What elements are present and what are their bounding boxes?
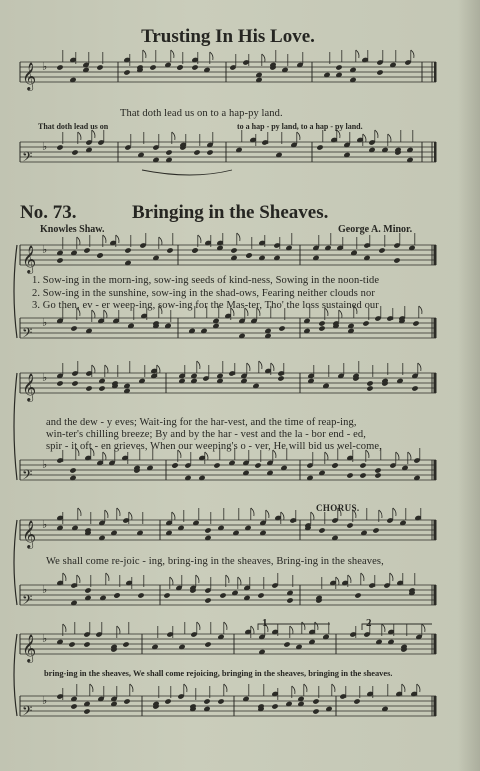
note-head xyxy=(372,527,379,533)
note-head xyxy=(165,149,172,155)
chorus-label: CHORUS. xyxy=(316,503,360,513)
note-flag xyxy=(379,510,382,518)
final-bar xyxy=(434,634,437,654)
flat-icon: ♭ xyxy=(42,632,48,645)
final-bar xyxy=(434,62,437,82)
note-flag xyxy=(205,452,208,460)
note-flag xyxy=(143,50,146,58)
note-head xyxy=(164,698,171,704)
note-head xyxy=(113,592,120,598)
note-head xyxy=(166,247,173,253)
note-flag xyxy=(171,50,174,58)
note-head xyxy=(335,64,342,70)
note-flag xyxy=(196,575,199,583)
system-brace xyxy=(14,245,17,338)
verse-line: win-ter's chilling breeze; By and by the har - vest and the la - bor end - ed, xyxy=(46,429,366,440)
note-flag xyxy=(396,452,399,460)
flat-icon: ♭ xyxy=(42,694,48,707)
final-bar xyxy=(434,373,437,393)
note-flag xyxy=(418,363,421,371)
note-head xyxy=(359,462,366,468)
treble-clef-icon: 𝄞 xyxy=(22,245,37,273)
note-flag xyxy=(262,54,265,62)
final-bar xyxy=(434,318,437,338)
note-head xyxy=(191,247,198,253)
note-flag xyxy=(332,684,335,692)
flat-icon: ♭ xyxy=(42,316,48,329)
note-flag xyxy=(292,686,295,694)
author-credit: Knowles Shaw. xyxy=(40,224,105,235)
note-head xyxy=(124,247,131,253)
note-head xyxy=(137,592,144,598)
note-flag xyxy=(422,624,425,632)
note-flag xyxy=(78,508,81,516)
note-head xyxy=(171,462,178,468)
note-head xyxy=(56,257,63,263)
system-brace xyxy=(14,373,17,480)
note-head xyxy=(257,592,264,598)
note-flag xyxy=(393,508,396,516)
note-flag xyxy=(90,684,93,692)
note-head xyxy=(283,641,290,647)
note-head xyxy=(312,708,319,714)
note-head xyxy=(123,698,130,704)
note-head xyxy=(318,320,325,326)
note-head xyxy=(122,641,129,647)
note-flag xyxy=(77,237,80,245)
note-flag xyxy=(103,235,106,243)
note-flag xyxy=(382,624,385,632)
note-head xyxy=(84,587,91,593)
note-head xyxy=(96,252,103,258)
note-flag xyxy=(259,361,262,369)
note-head xyxy=(219,592,226,598)
note-flag xyxy=(238,577,241,585)
note-head xyxy=(316,144,323,150)
note-head xyxy=(163,592,170,598)
note-flag xyxy=(184,684,187,692)
note-head xyxy=(204,527,211,533)
note-flag xyxy=(247,363,250,371)
note-flag xyxy=(356,50,359,58)
note-head xyxy=(70,703,77,709)
note-flag xyxy=(290,626,293,634)
note-head xyxy=(230,247,237,253)
note-head xyxy=(213,462,220,468)
tie-arc xyxy=(142,170,232,175)
note-head xyxy=(69,467,76,473)
note-flag xyxy=(170,577,173,585)
note-head xyxy=(312,698,319,704)
ending-bracket xyxy=(258,624,330,630)
note-head xyxy=(56,64,63,70)
note-flag xyxy=(339,310,342,318)
note-head xyxy=(318,325,325,331)
note-flag xyxy=(159,237,162,245)
flat-icon: ♭ xyxy=(42,60,48,73)
final-bar xyxy=(434,520,437,540)
note-flag xyxy=(197,622,200,630)
system-brace xyxy=(14,520,17,605)
note-head xyxy=(374,472,381,478)
bass-clef-icon: 𝄢 xyxy=(22,149,33,168)
lyric-line: That doth lead us on xyxy=(38,122,109,131)
note-head xyxy=(56,380,63,386)
ending-mark: 1 xyxy=(262,617,268,629)
note-head xyxy=(366,380,373,386)
note-flag xyxy=(224,684,227,692)
note-head xyxy=(68,641,75,647)
chorus-lyric: We shall come re-joic - ing, bring-ing in the sheaves, Bring-ing in the sheaves, xyxy=(46,556,384,567)
note-flag xyxy=(348,575,351,583)
note-flag xyxy=(237,233,240,241)
note-flag xyxy=(103,452,106,460)
treble-clef-icon: 𝄞 xyxy=(22,62,37,90)
note-head xyxy=(286,597,293,603)
note-flag xyxy=(106,573,109,581)
lyric-line: That doth lead us on to a hap-py land. xyxy=(120,108,283,119)
note-flag xyxy=(363,134,366,142)
verse-line: spir - it oft - en grieves, When our weeping's o - ver, He will bid us wel-come, xyxy=(46,441,382,452)
note-flag xyxy=(105,365,108,373)
note-flag xyxy=(129,512,132,520)
note-head xyxy=(149,64,156,70)
note-head xyxy=(374,467,381,473)
note-head xyxy=(331,462,338,468)
note-flag xyxy=(63,573,66,581)
composer-credit: George A. Minor. xyxy=(338,224,413,235)
system-brace xyxy=(14,634,17,716)
note-flag xyxy=(315,622,318,630)
note-head xyxy=(204,597,211,603)
bass-clef-icon: 𝄢 xyxy=(22,592,33,611)
hymn-number: No. 73. xyxy=(20,202,77,223)
chorus-lyric: bring-ing in the sheaves, We shall come rejoicing, bringing in the sheaves, bringing in the sheaves. xyxy=(44,669,393,678)
note-flag xyxy=(266,510,269,518)
note-flag xyxy=(172,132,175,140)
lyric-line: to a hap - py land, to a hap - py land. xyxy=(237,122,363,131)
note-head xyxy=(206,149,213,155)
note-flag xyxy=(271,363,274,371)
note-head xyxy=(245,252,252,258)
verse-line: 3. Go then, ev - er weep-ing, sow-ing for the Mas-ter, Tho' the loss sustained our xyxy=(32,300,379,311)
note-flag xyxy=(77,575,80,583)
ending-mark: 2 xyxy=(366,617,372,629)
note-flag xyxy=(390,573,393,581)
note-flag xyxy=(117,626,120,634)
note-flag xyxy=(198,235,201,243)
flat-icon: ♭ xyxy=(42,583,48,596)
note-head xyxy=(98,385,105,391)
treble-clef-icon: 𝄞 xyxy=(22,520,37,548)
note-head xyxy=(191,64,198,70)
note-head xyxy=(193,149,200,155)
note-head xyxy=(378,247,385,253)
note-flag xyxy=(388,134,391,142)
final-bar xyxy=(434,460,437,480)
note-flag xyxy=(337,130,340,138)
note-head xyxy=(203,698,210,704)
note-head xyxy=(71,149,78,155)
note-flag xyxy=(419,306,422,314)
section-title: Trusting In His Love. xyxy=(141,26,315,47)
note-head xyxy=(376,69,383,75)
note-flag xyxy=(281,512,284,520)
note-head xyxy=(346,472,353,478)
note-flag xyxy=(408,452,411,460)
note-head xyxy=(176,64,183,70)
note-flag xyxy=(251,626,254,634)
note-flag xyxy=(130,684,133,692)
treble-clef-icon: 𝄞 xyxy=(22,634,37,662)
note-head xyxy=(204,641,211,647)
note-flag xyxy=(302,622,305,630)
note-head xyxy=(123,69,130,75)
treble-clef-icon: 𝄞 xyxy=(22,373,37,401)
note-flag xyxy=(402,684,405,692)
flat-icon: ♭ xyxy=(42,140,48,153)
note-head xyxy=(83,641,90,647)
note-flag xyxy=(78,132,81,140)
hymn-title: Bringing in the Sheaves. xyxy=(132,202,329,223)
note-flag xyxy=(297,132,300,140)
note-head xyxy=(56,144,63,150)
note-head xyxy=(353,698,360,704)
note-flag xyxy=(417,684,420,692)
note-flag xyxy=(172,512,175,520)
note-flag xyxy=(210,52,213,60)
note-flag xyxy=(92,130,95,138)
note-flag xyxy=(105,510,108,518)
note-head xyxy=(354,592,361,598)
note-head xyxy=(318,527,325,533)
bass-clef-icon: 𝄢 xyxy=(22,703,33,722)
note-flag xyxy=(224,622,227,630)
flat-icon: ♭ xyxy=(42,371,48,384)
note-head xyxy=(359,472,366,478)
flat-icon: ♭ xyxy=(42,243,48,256)
final-bar xyxy=(434,585,437,605)
note-flag xyxy=(92,310,95,318)
note-flag xyxy=(92,365,95,373)
bass-clef-icon: 𝄢 xyxy=(22,467,33,486)
flat-icon: ♭ xyxy=(42,518,48,531)
bass-clef-icon: 𝄢 xyxy=(22,325,33,344)
note-head xyxy=(217,698,224,704)
verse-line: and the dew - y eves; Wait-ing for the har-vest, and the time of reap-ing, xyxy=(46,417,357,428)
note-flag xyxy=(325,452,328,460)
note-flag xyxy=(375,130,378,138)
note-flag xyxy=(311,512,314,520)
note-head xyxy=(271,703,278,709)
note-flag xyxy=(361,573,364,581)
note-head xyxy=(346,522,353,528)
note-head xyxy=(254,462,261,468)
note-head xyxy=(83,708,90,714)
note-head xyxy=(366,385,373,391)
flat-icon: ♭ xyxy=(42,458,48,471)
note-head xyxy=(362,320,369,326)
note-head xyxy=(71,380,78,386)
note-head xyxy=(393,257,400,263)
verse-line: 2. Sow-ing in the sunshine, sow-ing in the shad-ows, Fearing neither clouds nor xyxy=(32,288,375,299)
note-head xyxy=(96,64,103,70)
note-flag xyxy=(197,361,200,369)
final-bar xyxy=(434,696,437,716)
note-head xyxy=(412,320,419,326)
note-head xyxy=(70,325,77,331)
note-flag xyxy=(104,310,107,318)
note-head xyxy=(411,385,418,391)
note-flag xyxy=(117,508,120,516)
note-flag xyxy=(226,575,229,583)
note-head xyxy=(85,385,92,391)
note-flag xyxy=(116,235,119,243)
final-bar xyxy=(434,245,437,265)
note-flag xyxy=(411,50,414,58)
note-flag xyxy=(157,365,160,373)
verse-line: 1. Sow-ing in the morn-ing, sow-ing seeds of kind-ness, Sowing in the noon-tide xyxy=(32,275,380,286)
final-bar xyxy=(434,142,437,162)
note-head xyxy=(278,325,285,331)
note-flag xyxy=(63,624,66,632)
note-head xyxy=(83,247,90,253)
note-flag xyxy=(336,577,339,585)
note-flag xyxy=(304,684,307,692)
note-flag xyxy=(251,508,254,516)
note-head xyxy=(277,375,284,381)
